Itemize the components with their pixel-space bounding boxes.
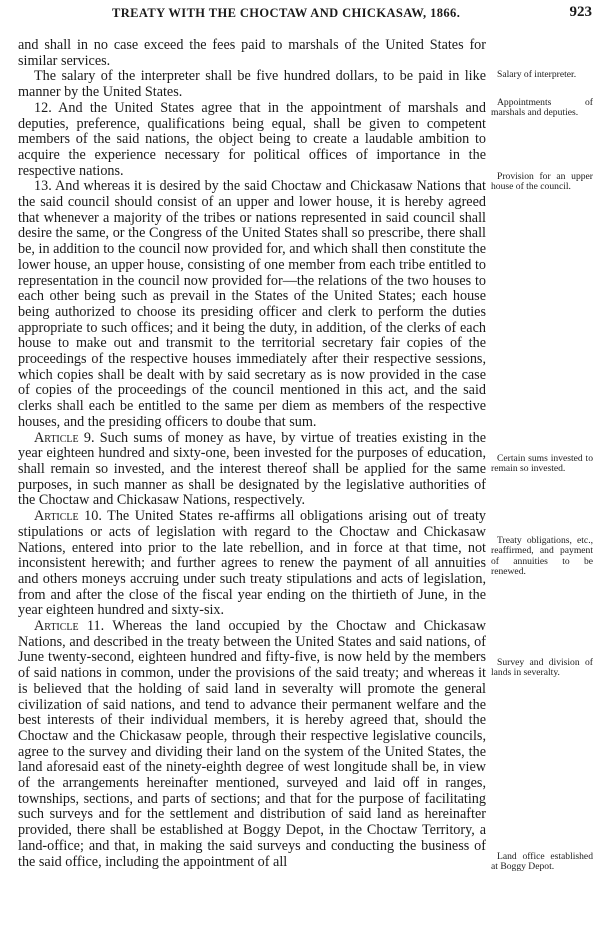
paragraph-article-10	[18, 509, 486, 619]
paragraph-article-11	[18, 619, 486, 870]
margin-note-survey-division: Survey and division of lands in severalty.	[491, 657, 593, 679]
margin-note-invested-sums: Certain sums invested to remain so invested.	[491, 453, 593, 475]
article-9-text: Such sums of money as have, by virtue of treaties existing in the year eighteen hundred and sixty-one, been invested for the purposes of education, shall remain so invested, and the interest thereof shall be applied for the same purposes, in such manner as shall be designated by the legislative authorities of the Choctaw and Chickasaw Nations, respectively.	[18, 429, 486, 509]
article-11-label: Article 11.	[34, 618, 105, 635]
margin-note-treaty-obligations: Treaty obligations, etc., reaffirmed, and payment of annuities to be renewed.	[491, 535, 593, 578]
paragraph-section-13: 13. And whereas it is desired by the said Choctaw and Chickasaw Nations that the said council should consist of an upper and lower house, it is hereby agreed that whenever a majority of the tribes or nations represented in said council shall desire the same, or the Congress of the United States shall so prescribe, there shall be, in addition to the council now provided for, and which shall then constitute the lower house, an upper house, consisting of one member from each tribe entitled to representation in the council now provided for—the relations of the two houses to each other being such as prevail in the States of the United States; each house being authorized to choose its presiding officer and clerk to perform the duties appropriate to such offices; and it being the duty, in addition, of the clerks of each house to make out and transmit to the territorial secretary fair copies of the proceedings of the respective houses immediately after their respective sessions, which copies shall be dealt with by said secretary as is now provided in the case of copies of the proceedings of the council mentioned in this act, and the said clerks shall each be entitled to the same per diem as members of the respective houses, and the presiding officers to doube that sum.	[18, 178, 486, 430]
margin-note-upper-house: Provision for an upper house of the council.	[491, 171, 593, 193]
body-text	[18, 38, 486, 870]
article-10-label: Article 10.	[34, 508, 102, 525]
margin-note-salary-interpreter: Salary of interpreter.	[497, 69, 577, 80]
page-number: 923	[569, 4, 592, 20]
article-11-text: Whereas the land occupied by the Choctaw and Chickasaw Nations, and described in the treaty between the United States and said nations, of June twenty-second, eighteen hundred and fifty-five, is now held by the members of said nations in common, under the provisions of the said treaty; and whereas it is believed that the holding of said land in severalty will promote the general civilization of said nations, and tend to advance their permanent welfare and the best interests of their individual members, it is hereby agreed that, should the Choctaw and the Chickasaw people, through their respective legislative councils, agree to the survey and dividing their land on the system of the United States, the land aforesaid east of the ninety-eighth degree of west longitude shall be, in view of the arrangements hereinafter mentioned, surveyed and laid off in ranges, townships, sections, and parts of sections; and that for the purpose of facilitating such surveys and for the settlement and distribution of said land as hereinafter provided, there shall be established at Boggy Depot, in the Choctaw Territory, a land-office; and that, in making the said surveys and conducting the business of the said office, including the appointment of all	[18, 618, 486, 870]
article-10-text: The United States re-affirms all obligations arising out of treaty stipulations or acts of legislation with regard to the Choctaw and Chickasaw Nations, entered into prior to the late rebellion, and in force at that time, not inconsistent herewith; and further agrees to renew the payment of all annuities and others moneys accruing under such treaty stipulations and acts of legislation, from and after the close of the fiscal year ending on the thirtieth of June, in the year eighteen hundred and sixty-six.	[18, 508, 487, 619]
running-title: TREATY WITH THE CHOCTAW AND CHICKASAW, 1866.	[112, 6, 461, 20]
paragraph-article-9	[18, 431, 486, 510]
margin-note-land-office: Land office established at Boggy Depot.	[491, 851, 593, 873]
paragraph-continuation: and shall in no case exceed the fees paid to marshals of the United States for similar services.	[18, 37, 486, 69]
article-9-label: Article 9.	[34, 429, 95, 446]
margin-note-appointments: Appointments of marshals and deputies.	[491, 97, 593, 119]
paragraph-section-12: 12. And the United States agree that in the appointment of marshals and deputies, preference, qualifications being equal, shall be given to competent members of the said nations, the object being to create a laudable ambition to acquire the experience necessary for political offices of importance in the respective nations.	[18, 99, 486, 179]
running-header	[0, 6, 600, 26]
paragraph-salary-interpreter: The salary of the interpreter shall be five hundred dollars, to be paid in like manner by the United States.	[18, 68, 486, 101]
